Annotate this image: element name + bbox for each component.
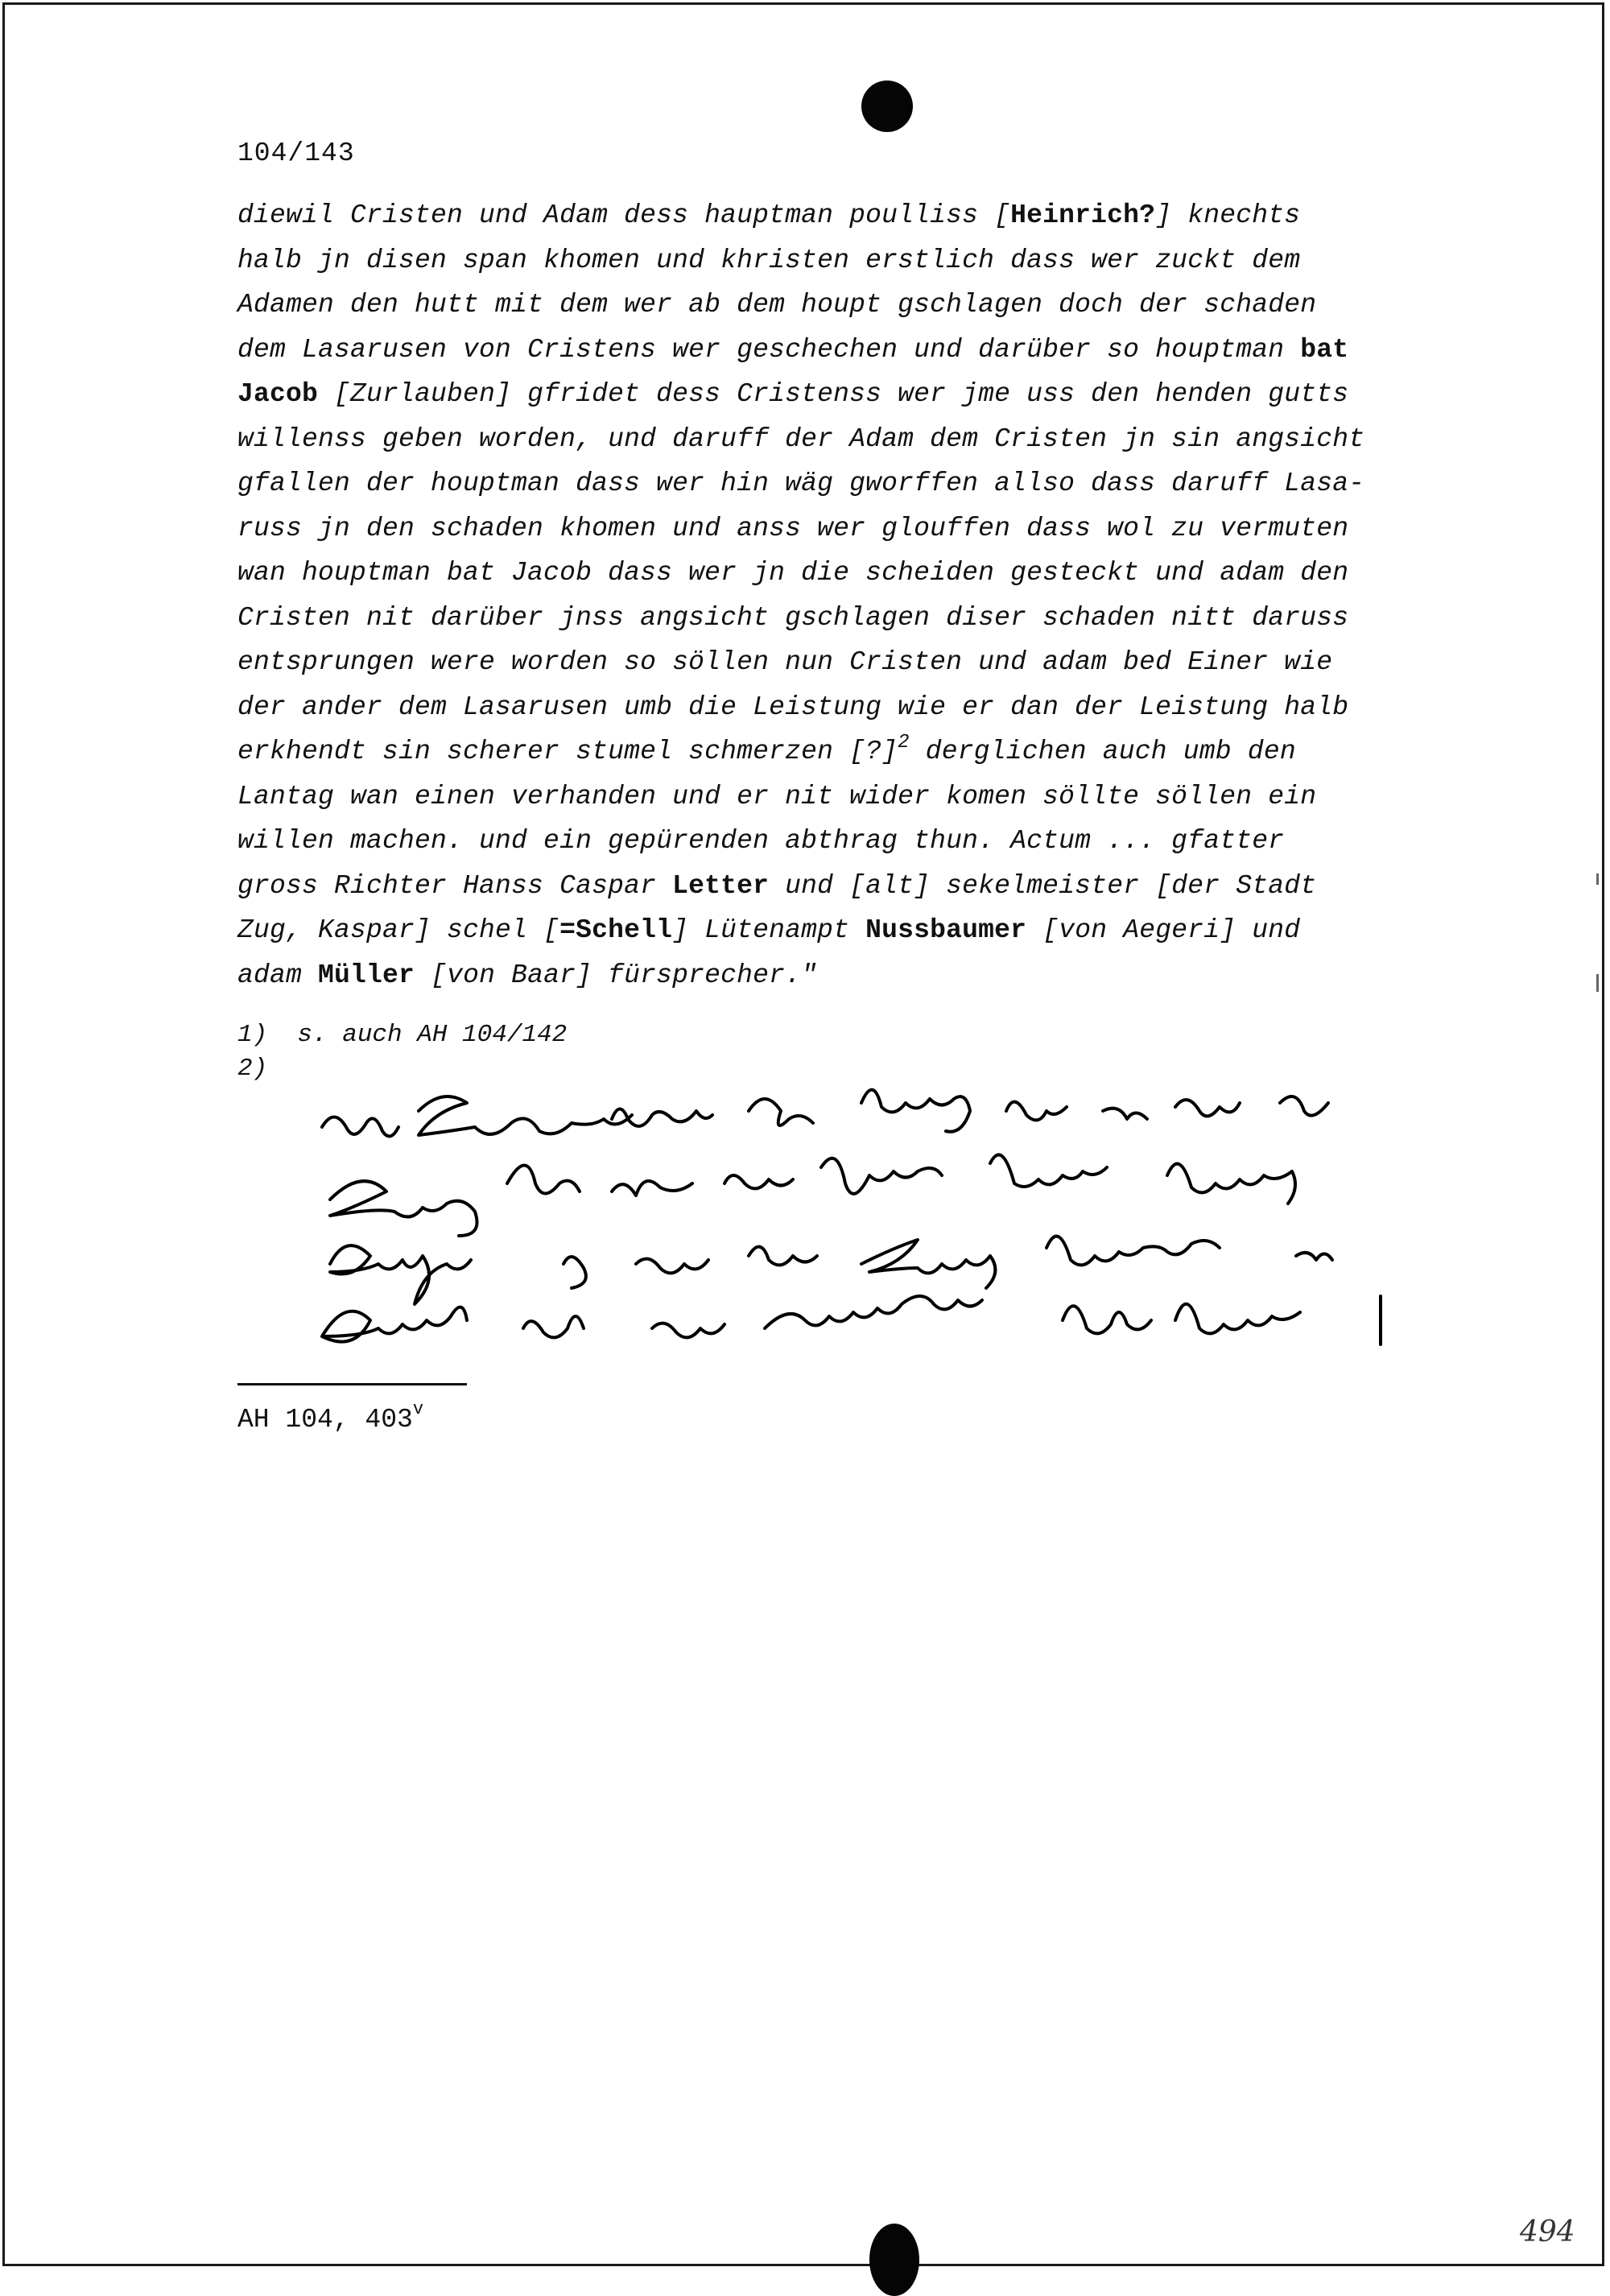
text-line: Adamen den hutt mit dem wer ab dem houpt gschlagen doch der schaden bbox=[237, 290, 1317, 320]
text-line: entsprungen were worden so söllen nun Cristen und adam bed Einer wie bbox=[237, 647, 1333, 677]
footnote-1: 1) s. auch AH 104/142 bbox=[237, 1021, 568, 1049]
handwriting-facsimile bbox=[298, 1063, 1441, 1369]
text-line: adam Müller [von Baar] fürsprecher." bbox=[237, 960, 818, 990]
bold-name: Müller bbox=[318, 960, 415, 990]
text-line: willenss geben worden, und daruff der Adam dem Cristen jn sin angsicht bbox=[237, 423, 1365, 454]
footnote-2-marker: 2) bbox=[237, 1055, 268, 1083]
text-line: russ jn den schaden khomen und anss wer glouffen dass wol zu vermuten bbox=[237, 513, 1349, 543]
bold-name: =Schell bbox=[559, 915, 673, 945]
text-line: halb jn disen span khomen und khristen erstlich dass wer zuckt dem bbox=[237, 245, 1301, 275]
punch-hole-top bbox=[861, 81, 913, 132]
text-line: Cristen nit darüber jnss angsicht gschlagen diser schaden nitt daruss bbox=[237, 602, 1349, 633]
text-line: diewil Cristen und Adam dess hauptman poulliss [Heinrich?] knechts bbox=[237, 200, 1301, 230]
footnote-marker: 2 bbox=[898, 732, 910, 754]
text-line: dem Lasarusen von Cristens wer geschechen und darüber so houptman bat bbox=[237, 334, 1349, 365]
text-line: gfallen der houptman dass wer hin wäg gworffen allso dass daruff Lasa- bbox=[237, 469, 1365, 498]
transcription-body bbox=[237, 193, 1493, 997]
bold-name: Letter bbox=[672, 870, 770, 901]
footnote-separator-rule bbox=[237, 1383, 467, 1385]
text-line: wan houptman bat Jacob dass wer jn die scheiden gesteckt und adam den bbox=[237, 558, 1349, 588]
bold-name: Nussbaumer bbox=[865, 915, 1027, 945]
text-line: Zug, Kaspar] schel [=Schell] Lütenampt Nussbaumer [von Aegeri] und bbox=[237, 915, 1301, 945]
text-line: erkhendt sin scherer stumel schmerzen [?]$^2$ derglichen auch umb den bbox=[237, 732, 1296, 766]
text-line: gross Richter Hanss Caspar Letter und [alt] sekelmeister [der Stadt bbox=[237, 870, 1317, 901]
edge-speck bbox=[1596, 873, 1599, 885]
archive-page-number: 494 bbox=[1520, 2215, 1575, 2249]
bold-name: Heinrich? bbox=[1010, 200, 1156, 230]
text-line: Jacob [Zurlauben] gfridet dess Cristenss wer jme uss den henden gutts bbox=[237, 379, 1349, 409]
document-reference: 104/143 bbox=[237, 138, 355, 168]
punch-hole-bottom bbox=[869, 2224, 919, 2296]
bold-name: bat bbox=[1300, 334, 1349, 365]
text-line: Lantag wan einen verhanden und er nit wider komen söllte söllen ein bbox=[237, 781, 1317, 811]
text-line: willen machen. und ein gepürenden abthrag thun. Actum ... gfatter bbox=[237, 826, 1285, 856]
bold-name: Jacob bbox=[237, 379, 319, 409]
source-reference: AH 104, 403$^v$ bbox=[237, 1399, 424, 1435]
edge-speck bbox=[1596, 974, 1599, 992]
text-line: der ander dem Lasarusen umb die Leistung wie er dan der Leistung halb bbox=[237, 692, 1349, 722]
